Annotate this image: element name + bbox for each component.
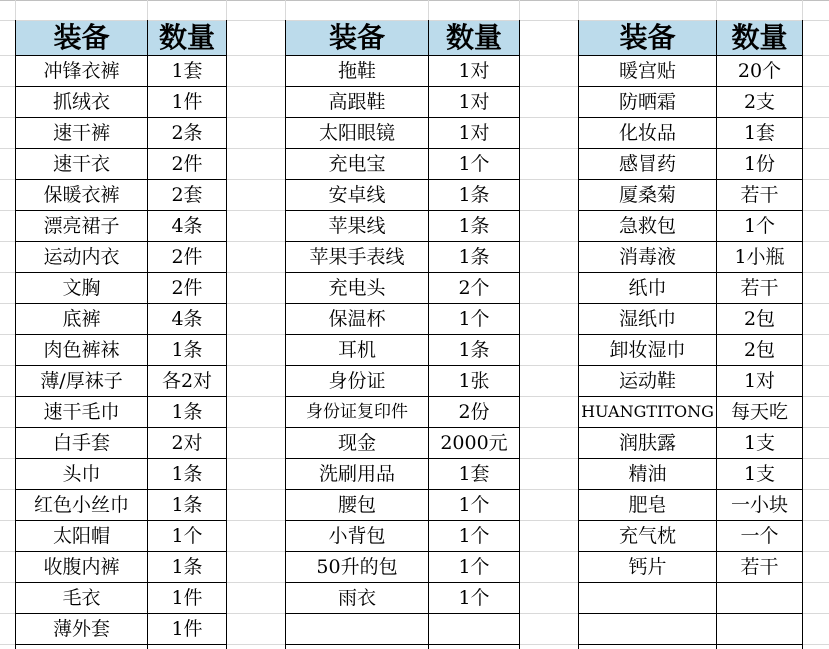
- equipment-cell[interactable]: 保温杯: [328, 307, 386, 330]
- equipment-cell[interactable]: 身份证: [328, 369, 386, 392]
- equipment-cell[interactable]: 拖鞋: [337, 59, 376, 82]
- quantity-cell[interactable]: 1套: [171, 59, 203, 82]
- quantity-cell[interactable]: [429, 614, 519, 644]
- equipment-cell[interactable]: [286, 614, 428, 644]
- header-quantity: 数量: [445, 20, 502, 54]
- equipment-cell[interactable]: 感冒药: [618, 152, 676, 175]
- quantity-cell[interactable]: 2000元: [440, 431, 508, 454]
- quantity-cell[interactable]: 1对: [743, 369, 776, 392]
- quantity-cell[interactable]: 1个: [458, 307, 490, 330]
- quantity-cell[interactable]: 1张: [458, 369, 490, 392]
- equipment-cell[interactable]: [579, 614, 716, 644]
- equipment-cell[interactable]: 薄外套: [52, 617, 110, 640]
- equipment-cell[interactable]: 漂亮裙子: [43, 214, 120, 237]
- equipment-cell[interactable]: 高跟鞋: [328, 90, 386, 113]
- equipment-cell[interactable]: 运动内衣: [43, 245, 120, 268]
- equipment-cell[interactable]: 毛衣: [62, 586, 101, 609]
- quantity-cell[interactable]: 1对: [458, 121, 490, 144]
- header-quantity: 数量: [731, 20, 788, 54]
- equipment-cell[interactable]: 太阳帽: [52, 524, 110, 547]
- header-equipment: 装备: [328, 20, 385, 54]
- equipment-cell[interactable]: 苹果手表线: [309, 245, 405, 268]
- quantity-cell[interactable]: 1套: [458, 462, 490, 485]
- quantity-cell[interactable]: 4条: [171, 214, 203, 237]
- quantity-cell[interactable]: 2个: [458, 276, 490, 299]
- quantity-cell[interactable]: 2件: [171, 152, 203, 175]
- quantity-cell[interactable]: 1对: [458, 59, 490, 82]
- quantity-cell[interactable]: 1条: [171, 338, 203, 361]
- quantity-cell[interactable]: 1支: [743, 462, 776, 485]
- equipment-cell[interactable]: 湿纸巾: [618, 307, 676, 330]
- quantity-cell[interactable]: 2条: [171, 121, 203, 144]
- table-border: [578, 644, 803, 645]
- table-border: [285, 644, 520, 645]
- quantity-cell[interactable]: 1条: [458, 214, 490, 237]
- equipment-cell[interactable]: 苹果线: [328, 214, 386, 237]
- equipment-cell[interactable]: 文胸: [62, 276, 101, 299]
- quantity-cell[interactable]: 1条: [458, 183, 490, 206]
- equipment-cell[interactable]: 速干裤: [52, 121, 110, 144]
- quantity-cell[interactable]: 若干: [740, 183, 779, 206]
- equipment-cell[interactable]: 急救包: [618, 214, 676, 237]
- equipment-cell[interactable]: 50升的包: [316, 555, 398, 578]
- equipment-cell[interactable]: 保暖衣裤: [43, 183, 120, 206]
- equipment-cell[interactable]: 速干衣: [52, 152, 110, 175]
- quantity-cell[interactable]: 1条: [171, 462, 203, 485]
- quantity-cell[interactable]: 4条: [171, 307, 203, 330]
- equipment-cell[interactable]: 润肤露: [618, 431, 676, 454]
- equipment-cell[interactable]: 雨衣: [337, 586, 376, 609]
- row-gridline: [0, 0, 829, 1]
- header-equipment: 装备: [53, 20, 110, 54]
- equipment-cell[interactable]: 现金: [337, 431, 376, 454]
- equipment-cell[interactable]: 充电宝: [328, 152, 386, 175]
- quantity-cell[interactable]: 若干: [740, 555, 779, 578]
- equipment-cell[interactable]: 肉色裤袜: [43, 338, 120, 361]
- equipment-cell[interactable]: 抓绒衣: [52, 90, 110, 113]
- header-quantity: 数量: [158, 20, 215, 54]
- equipment-cell[interactable]: 身份证复印件: [306, 401, 408, 422]
- quantity-cell[interactable]: 1个: [743, 214, 776, 237]
- quantity-cell[interactable]: 1条: [458, 245, 490, 268]
- quantity-cell[interactable]: 1条: [171, 400, 203, 423]
- quantity-cell[interactable]: 2包: [743, 307, 776, 330]
- quantity-cell[interactable]: 2套: [171, 183, 203, 206]
- equipment-cell[interactable]: 腰包: [337, 493, 376, 516]
- quantity-cell[interactable]: 1个: [458, 524, 490, 547]
- quantity-cell[interactable]: 若干: [740, 276, 779, 299]
- quantity-cell[interactable]: 各2对: [161, 369, 213, 392]
- equipment-cell[interactable]: 小背包: [328, 524, 386, 547]
- equipment-cell[interactable]: 化妆品: [618, 121, 676, 144]
- quantity-cell[interactable]: 1个: [458, 152, 490, 175]
- equipment-cell[interactable]: 底裤: [62, 307, 101, 330]
- equipment-cell[interactable]: 收腹内裤: [43, 555, 120, 578]
- equipment-cell[interactable]: 洗刷用品: [318, 462, 395, 485]
- equipment-cell[interactable]: 充电头: [328, 276, 386, 299]
- equipment-cell[interactable]: 冲锋衣裤: [43, 59, 120, 82]
- equipment-cell[interactable]: 红色小丝巾: [33, 493, 129, 516]
- table-border: [15, 644, 227, 645]
- quantity-cell[interactable]: 1件: [171, 586, 203, 609]
- quantity-cell[interactable]: 一小块: [730, 493, 788, 516]
- equipment-cell[interactable]: 精油: [628, 462, 667, 485]
- quantity-cell[interactable]: 1份: [743, 152, 776, 175]
- quantity-cell[interactable]: 2件: [171, 276, 203, 299]
- quantity-cell[interactable]: 1个: [458, 493, 490, 516]
- quantity-cell[interactable]: 1条: [458, 338, 490, 361]
- equipment-cell[interactable]: 纸巾: [628, 276, 667, 299]
- quantity-cell[interactable]: 一个: [740, 524, 779, 547]
- equipment-cell[interactable]: 肥皂: [628, 493, 667, 516]
- equipment-cell[interactable]: 卸妆湿巾: [609, 338, 686, 361]
- quantity-cell[interactable]: 1条: [171, 555, 203, 578]
- header-equipment: 装备: [619, 20, 676, 54]
- equipment-cell[interactable]: 运动鞋: [618, 369, 676, 392]
- quantity-cell[interactable]: 1套: [743, 121, 776, 144]
- quantity-cell[interactable]: 1对: [458, 90, 490, 113]
- equipment-cell[interactable]: 头巾: [62, 462, 101, 485]
- quantity-cell[interactable]: 1条: [171, 493, 203, 516]
- equipment-cell[interactable]: 防晒霜: [618, 90, 676, 113]
- equipment-cell[interactable]: 钙片: [628, 555, 667, 578]
- equipment-cell[interactable]: 安卓线: [328, 183, 386, 206]
- equipment-cell[interactable]: [579, 583, 716, 613]
- equipment-cell[interactable]: HUANGTITONG: [581, 402, 714, 421]
- equipment-cell[interactable]: 太阳眼镜: [318, 121, 395, 144]
- quantity-cell[interactable]: 2对: [171, 431, 203, 454]
- quantity-cell[interactable]: 每天吃: [730, 400, 788, 423]
- equipment-cell[interactable]: 充气枕: [618, 524, 676, 547]
- quantity-cell[interactable]: 2份: [458, 400, 490, 423]
- quantity-cell[interactable]: 2包: [743, 338, 776, 361]
- equipment-cell[interactable]: 消毒液: [618, 245, 676, 268]
- quantity-cell[interactable]: 2支: [743, 90, 776, 113]
- quantity-cell[interactable]: 1件: [171, 617, 203, 640]
- quantity-cell[interactable]: 1小瓶: [734, 245, 785, 268]
- equipment-cell[interactable]: 厦桑菊: [618, 183, 676, 206]
- equipment-cell[interactable]: 速干毛巾: [43, 400, 120, 423]
- quantity-cell[interactable]: 1个: [458, 586, 490, 609]
- quantity-cell[interactable]: 1个: [171, 524, 203, 547]
- quantity-cell[interactable]: 1个: [458, 555, 490, 578]
- quantity-cell[interactable]: 2件: [171, 245, 203, 268]
- equipment-cell[interactable]: 暖宫贴: [618, 59, 676, 82]
- quantity-cell[interactable]: 20个: [737, 59, 782, 82]
- equipment-cell[interactable]: 白手套: [52, 431, 110, 454]
- quantity-cell[interactable]: [717, 583, 802, 613]
- equipment-cell[interactable]: 薄/厚袜子: [40, 369, 123, 392]
- quantity-cell[interactable]: [717, 614, 802, 644]
- quantity-cell[interactable]: 1件: [171, 90, 203, 113]
- equipment-cell[interactable]: 耳机: [337, 338, 376, 361]
- quantity-cell[interactable]: 1支: [743, 431, 776, 454]
